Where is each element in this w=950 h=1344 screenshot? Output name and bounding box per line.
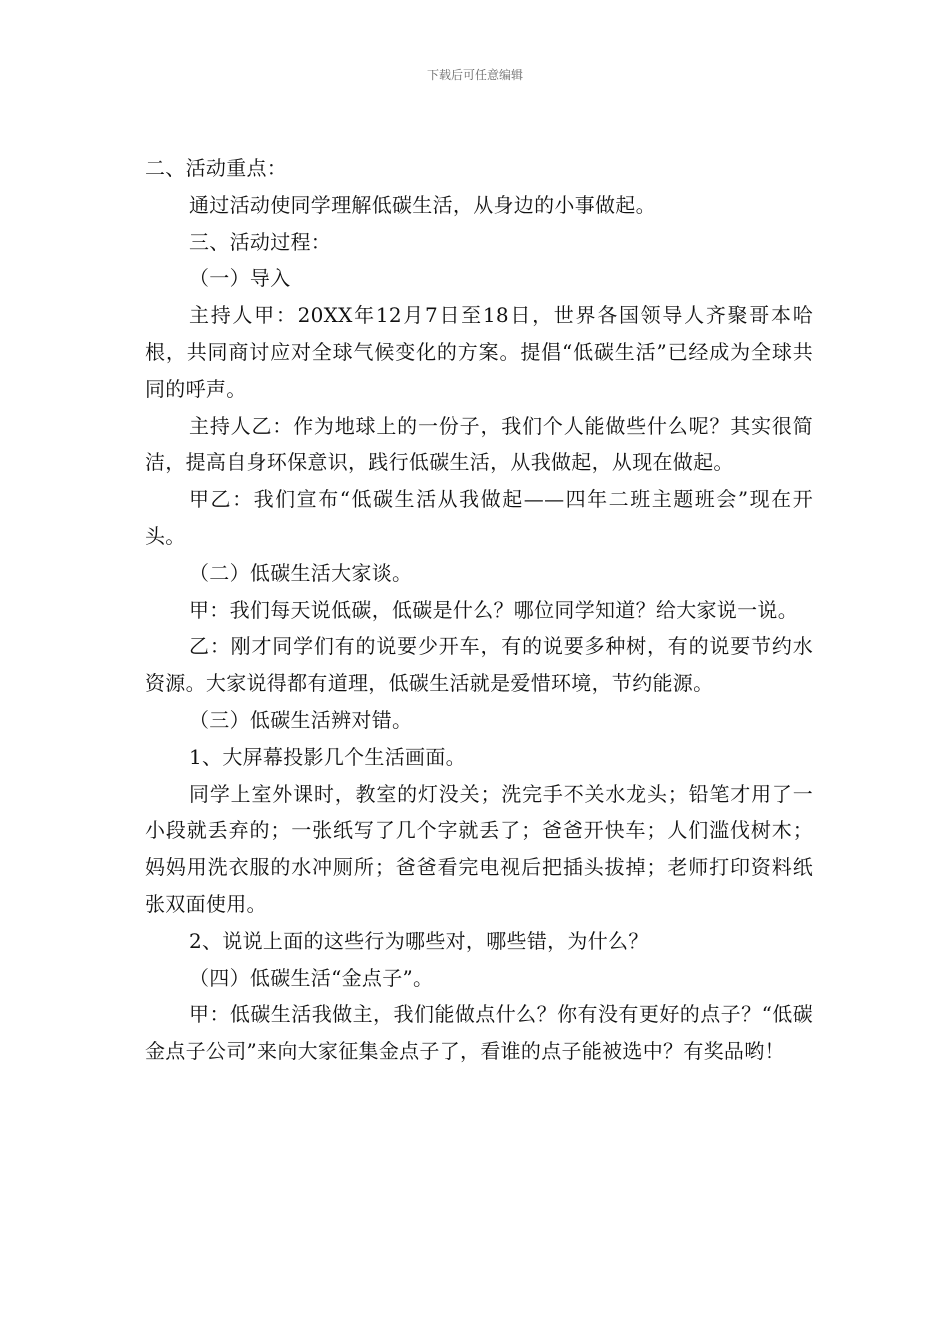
subsection-heading-right-wrong: （三）低碳生活辨对错。: [189, 707, 413, 732]
subsection-heading-golden-ideas: （四）低碳生活“金点子”。: [189, 965, 434, 990]
section-heading-process: 三、活动过程：: [189, 229, 332, 254]
paragraph: 通过活动使同学理解低碳生活，从身边的小事做起。: [189, 192, 656, 217]
subsection-heading-discussion: （二）低碳生活大家谈。: [189, 560, 413, 585]
list-item: 2、说说上面的这些行为哪些对，哪些错，为什么？: [189, 928, 649, 953]
list-item: 1、大屏幕投影几个生活画面。: [189, 744, 466, 769]
paragraph: 同学上室外课时，教室的灯没关；洗完手不关水龙头；铅笔才用了一小段就丢弃的；一张纸写了几个字就丢了；爸爸开快车；人们滥伐树木；妈妈用洗衣服的水冲厕所；爸爸看完电视后把插头拔掉；老师打印资料纸张双面使用。: [145, 781, 813, 916]
paragraph: 主持人乙：作为地球上的一份子，我们个人能做些什么呢？其实很简洁，提高自身环保意识，践行低碳生活，从我做起，从现在做起。: [145, 413, 813, 475]
page-header: 下载后可任意编辑: [426, 68, 523, 82]
document-body: [145, 150, 813, 1070]
paragraph: 甲乙：我们宣布“低碳生活从我做起——四年二班主题班会”现在开头。: [145, 487, 813, 548]
section-heading-key-points: 二、活动重点：: [145, 156, 288, 180]
paragraph: 甲：低碳生活我做主，我们能做点什么？你有没有更好的点子？“低碳金点子公司”来向大家征集金点子了，看谁的点子能被选中？有奖品哟！: [145, 1002, 813, 1064]
subsection-heading-intro: （一）导入: [189, 266, 291, 291]
paragraph: 主持人甲：20XX年12月7日至18日，世界各国领导人齐聚哥本哈根，共同商讨应对全球气候变化的方案。提倡“低碳生活”已经成为全球共同的呼声。: [145, 303, 813, 401]
paragraph: 甲：我们每天说低碳，低碳是什么？哪位同学知道？给大家说一说。: [189, 597, 798, 622]
paragraph: 乙：刚才同学们有的说要少开车，有的说要多种树，有的说要节约水资源。大家说得都有道理，低碳生活就是爱惜环境，节约能源。: [145, 634, 813, 696]
